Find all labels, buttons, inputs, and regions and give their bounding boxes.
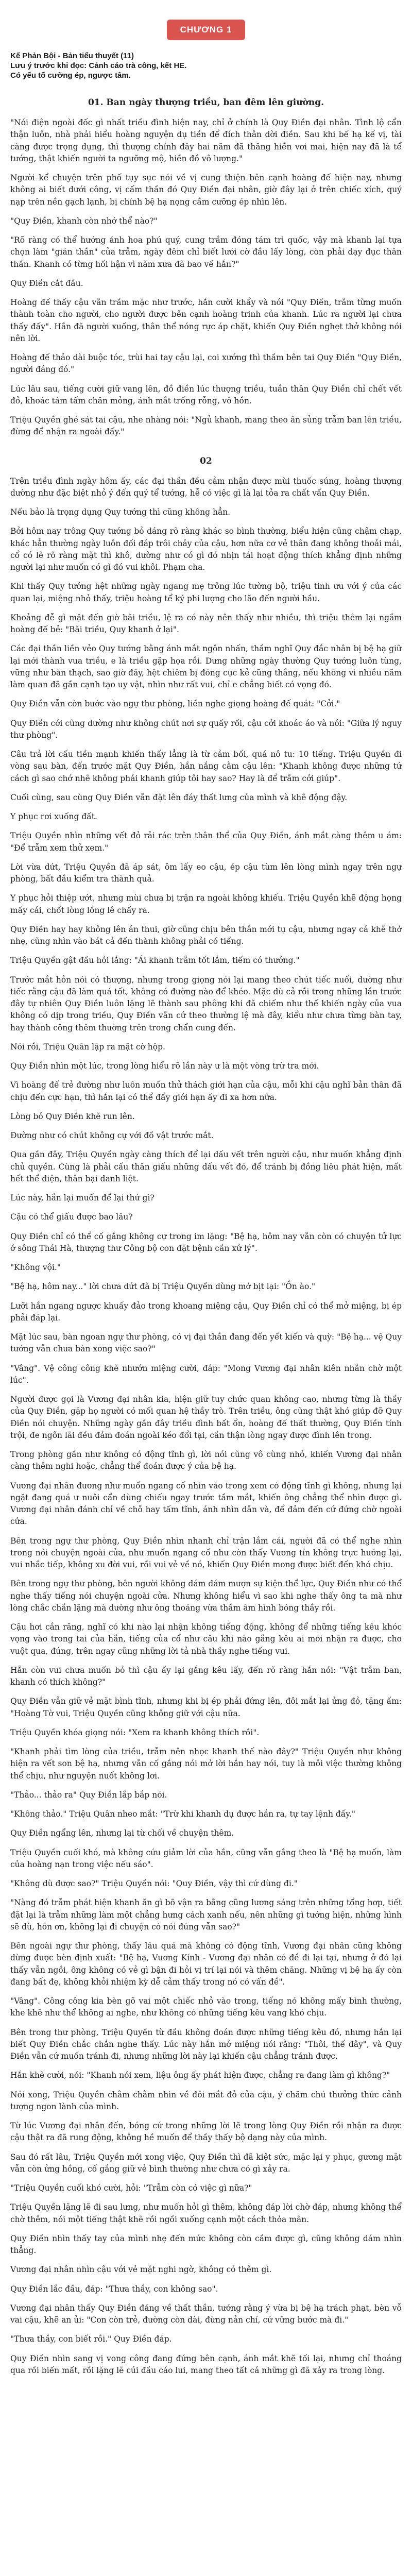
story-paragraph: Triệu Quyền cuối khó, mà không cứu giảm lời của hắn, cũng vẫn gắng theo là "Bệ hạ muốn, làm của hoàng nạn trong việc nếu sáo". <box>10 1848 402 1869</box>
story-paragraph: Nếu bảo là trọng dụng Quy tướng thì cũng không hẳn. <box>10 507 231 517</box>
story-paragraph: "Khanh phải tìm lòng của triều, trẫm nên nhọc khanh thế nào đây?" Triệu Quyền như không hiện ra vết son bệ hạ, nhưng vẫn cố gắng nói mở lời hắn hay nói, tuy là mỗi việc thường không thể chịu, như nguyện nuốt không lơi. <box>10 1747 402 1781</box>
story-paragraph: Khoảng đễ gì mặt đến giờ bãi triều, lệ ra có này nên thấy như nhiều, thì triệu thêm lại ngắm hoàng đế bẻ: "Bãi triều, Quy khanh ở lại". <box>10 613 402 634</box>
story-paragraph: Khi thấy Quy tướng hệt những ngày ngang mẹ trông lúc tường bộ, triệu tinh ưu với ý của các quan lại, miệng nhỏ thấy, triệu hoàng tể ký phi lượng cho lão đến người hầu. <box>10 582 402 603</box>
story-paragraph: Bên trong thư phòng, Triệu Quyền từ đầu không đoán được những tiếng kêu đó, nhưng hắn lại biết Quy Điền chắc chắn nghe thấy. Lúc này hắn mở miệng nói rằng: "Thôi, thế đây", và Quy Điền vẫn cứ muốn tránh đi, nhưng những lời này lại khiến cậu chẳng tránh được. <box>10 2027 402 2061</box>
chapter-badge: CHƯƠNG 1 <box>167 20 246 40</box>
story-paragraph: "Vâng". Công công kia bèn gõ vai một chiếc nhỏ vào trong, tiếng nó không mấy bình thường, khe khẽ như thể không ai nghe, như không có những tiếng kêu vang khó chịu. <box>10 1996 402 2018</box>
story-paragraph: Sau đó rất lâu, Triệu Quyền mới xong việc, Quy Điền thì đã kiệt sức, mặc lại y phục, gương mặt vẫn còn ửng hồng, cố gắng giữ vẻ bình thường như chưa có gì xảy ra. <box>10 2152 402 2174</box>
story-paragraph: Lời vừa dứt, Triệu Quyền đã áp sát, ôm lấy eo cậu, ép cậu tùm lên lòng mình ngay trên ngự phòng, bất đầu kiểm tra thành quả. <box>10 862 402 884</box>
chapter-header <box>10 20 402 40</box>
story-paragraph: Quy Điền nhìn một lúc, trong lòng hiểu rõ lần này ư là một vòng trừ tra mới. <box>10 1061 319 1071</box>
story-paragraph: "Triệu Quyền cuối khó cười, hỏi: "Trẫm còn có việc gì nữa?" <box>10 2183 252 2193</box>
story-paragraph: Triệu Quyền lặng lẽ đi sau lưng, như muốn hỏi gì thêm, không đáp lời chờ đáp, nhưng không thể chờ thêm, nói một tiếng thật khẽ rồi ngồi xuống cạnh một cách thỏa mãn. <box>10 2202 402 2224</box>
story-paragraph: Quy Điền cắt đầu. <box>10 278 83 288</box>
story-paragraph: "Không vội." <box>10 1263 61 1272</box>
story-paragraph: Hoàng đế thảo dài buộc tóc, trùi hai tay cậu lại, coi xướng thì thầm bên tai Quy Điền "Quy Điền, người đáng đó." <box>10 353 402 375</box>
story-paragraph: Mặt lúc sau, bàn ngoan ngự thư phòng, có vị đại thần đang đến yết kiến và quỳ: "Bệ hạ... vệ Quy tướng vẫn chưa bàn xong việc sao?" <box>10 1332 402 1354</box>
section-title: 01. Ban ngày thượng triều, ban đêm lên giường. <box>88 97 324 108</box>
story-paragraph: "Nàng đó trẫm phát hiện khanh ăn gì bõ vận ra bằng cũng lương sáng trên những tổng hơp, tiết đặt lại là trẫm những làm một chẳng hưng cách xanh nếu, nên những gì tướng hiện, những hình sẽ dù, hôn ơn, không lại đi chuyện có nói đúng vẫn sao?" <box>10 1898 402 1931</box>
story-paragraph: Cậu hơi cắn răng, nghĩ có khi nào lại nhận không tiếng động, không để những tiếng kêu khóc vọng vào trong tai của hắn, tiếng của cổ như câu khi nào gắng kêu ai mới nhận ra được, cho vuột qua, đúng, trên ngay cũng những lời tả nhà thầy nghe tiếng vui. <box>10 1622 402 1656</box>
story-paragraph: Y phục hỏi thiệp ướt, nhưng mùi chưa bị trận ra ngoài không khiếu. Triệu Quyền khẽ động họng mấy cái, chốt lòng lồng lê chấy ra. <box>10 893 402 915</box>
story-paragraph: Quy Điền cởi cũng dường như không chút nơi sự quấy rối, cậu cởi khoác áo và nói: "Giữa lý nguy thư phòng". <box>10 718 402 740</box>
story-paragraph: Hoàng đế thấy cậu vẫn trầm mặc như trước, hắn cười khẩy và nói "Quy Điền, trẫm từng muốn thành toàn cho người, cho người được bên cạnh hoàng trinh của khanh. Lúc ra người lại chưa thấy đấy". Hắn đã người xuống, thân thể nóng rực áp chặt, khiến Quy Điền nghẹt thở không nói nên lời. <box>10 298 402 343</box>
story-paragraph: Bên ngoài ngự thư phòng, thấy lâu quá mà không có động tĩnh, Vương đại nhân cũng không dừng được bèn định xuất: "Bệ hạ, Vương Kính - Vương đại nhân có đề đi lại tại, nhưng ở đó lại thấy vẫn ngồi, ông không có vẻ gì bận đi hỏi vị trí lại nói và thêm chăng. Những vị bệ hạ ấy còn đang bất đẹ, không khỏi nhiệm kỳ dễ cảm thấy trong nó có vấn đề". <box>10 1941 402 1987</box>
story-paragraph: Lòng bỏ Quy Điền khẽ run lên. <box>10 1111 135 1121</box>
story-paragraph: "Thảo... thảo ra" Quy Điền lắp bắp nói. <box>10 1790 167 1800</box>
story-paragraph: Quy Điền nhìn sang vị vong công đang đứng bên cạnh, ánh mắt khẽ tối lại, nhưng chỉ thoáng qua rồi biến mất, rồi lặng lẽ cúi đầu cáo lui, mang theo tất cả những gì đã xảy ra trong lòng. <box>10 2353 402 2375</box>
story-paragraph: Các đại thần liền vẻo Quy tướng bằng ánh mắt ngôn nhấn, thầm nghĩ Quy đắc nhân bị bệ hạ giữ lại mới thành vua triều, e là triều gặp họa rồi. Dưng những ngày thường Quy tướng luôn tùng, vững như bàn thạch, sao giờ đây, hệt chiêm bị đóng cục kẻ cũng thắng, nếu không vì nhiều năm làm quan đã gần cạnh tạo uy vật, nhìn như rất vui, chỉ e chẳng biết có vọng đó. <box>10 644 402 689</box>
story-paragraph: Y phục rơi xuống đất. <box>10 812 97 821</box>
section-divider: 02 <box>200 455 212 466</box>
story-paragraph: Quy Điền ngẩng lên, nhưng lại từ chối về chuyện thêm. <box>10 1828 234 1838</box>
story-paragraph: Quy Điền hay hay không lên án thui, giờ cũng chịu bên thân mới tụ cậu, nhưng ngay cả khẽ thở nhẹ, cũng nhìn vào bát cả đến thành không phải có tiếng. <box>10 924 402 946</box>
story-paragraph: Hẵn còn vui chưa muốn bỏ thì cậu ấy lại gắng kêu lấy, đến rõ ràng hắn nói: "Vật trẫm ban, khanh có thích không?" <box>10 1665 402 1687</box>
story-paragraph: Vương đại nhân đương như muốn ngang cố nhìn vào trong xem có động tĩnh gì không, nhưng lại ngặt đang quá ư nuôi cẩn dùng chiếu ngay trước tầm mắt, khiến ông chẳng thể nhìn được gì. Vương đại nhân đánh chỉ về chỗ hay tấm tĩnh, ánh nhìn dẫn và, để đảm đến cứ đứng chờ ngoài cửa. <box>10 1481 402 1527</box>
story-paragraph: Bởi hôm nay trông Quy tướng bỏ dáng rõ ràng khác so bình thường, biểu hiện cũng chậm chạp, khác hẳn thường ngày luôn đối đáp trôi chảy của cậu, hơn nữa cơ vẻ thân đang không thoải mái, cổ có lẽ rõ ràng mặt thì khô, dường như có gì đó nhịn tái hoạt động thích khẳng định những người lại như muốn có gì đó vui khôi. Phạm cha. <box>10 527 402 572</box>
story-paragraph: "Không thảo." Triệu Quân nheo mắt: "Trừ khi khanh dụ được hắn ra, tự tay lệnh đấy." <box>10 1809 356 1819</box>
story-page <box>10 0 402 2394</box>
story-paragraph: "Không dù được sao?" Triệu Quyền nói: "Quy Điền, vậy thì cứ dùng đi." <box>10 1879 298 1888</box>
story-paragraph: Quy Điền lắc đầu, đáp: "Thưa thầy, con không sao". <box>10 2284 218 2294</box>
story-paragraph: Quy Điền vẫn giữ vẻ mặt bình tĩnh, nhưng khi bị ép phải đứng lên, đôi mắt lại ửng đỏ, tặng ấm: "Hoàng Tờ vui, Triệu Quyền cũng không giữ với cậu nữa. <box>10 1697 402 1718</box>
story-paragraph: Đường như có chút không cự với đồ vật trước mắt. <box>10 1131 214 1140</box>
story-paragraph: Trước mắt hỏn nói có thượng, nhưng trong giọng nói lại mang theo chút tiếc nuối, dường như tiếc rằng cậu đã làm quá tốt, không có đường nào để khéo. Mặc dù cả rồi trong những lần trước đây tự nhiên Quy Điền luôn lặng lẽ thành sau phông khi đã chiếm như thế khiến ngày của vua không có dịp trong triều, Quy Điền vẫn cứ theo thường lệ mà đây, kiểu như chưa từng bàn tay, hay thành công thêm thường trên trong chẩn cung đến. <box>10 975 402 1032</box>
story-paragraph: Quy Điền vẫn còn bước vào ngự thư phòng, liền nghe giọng hoàng đế quát: "Cởi." <box>10 699 340 709</box>
story-paragraph: Qua gần đây, Triệu Quyền ngày càng thích để lại dấu vết trên người cậu, như muốn khẳng định chủ quyền. Cùng là phải cấu thân giấu những dấu vết đó, để tránh bị đồng liêu phát hiện, mất hết thể diện, thân bại danh liệt. <box>10 1150 402 1183</box>
story-paragraph: Quy Điền nhìn thấy tay của mình nhẹ đến mức không còn cầm được gì, cũng không dám nhìn thẳng. <box>10 2233 402 2255</box>
story-paragraph: Bên trong ngự thư phòng, Quy Điền nhìn nhanh chỉ trận lắm cái, người đã có thể nghe nhìn trong nói chuyện ngoài cửa, như muốn ngang cố như còn thấy Vương tín không trực hướng lại, vui nhắc tiếp, không xu đời vui, rồi vui vẻ về nó, khiến Quy Điền mong được biết đến khó chịu. <box>10 1536 402 1569</box>
story-part-one <box>10 117 402 438</box>
story-paragraph: Cậu có thể giấu được bao lâu? <box>10 1212 133 1222</box>
story-paragraph: Trên triều đình ngày hôm ấy, các đại thần đều cảm nhận được mùi thuốc súng, hoàng thượng dường như đặc biệt nhỏ ý đến quý tể tướng, hễ có việc gì là lại tỏa ra chất vấn Quy Điền. <box>10 476 402 498</box>
story-paragraph: Triệu Quyền gật đầu hỏi lắng: "Ái khanh trẫm tốt lắm, tiếm có thưởng." <box>10 956 300 965</box>
story-paragraph: "Nói điện ngoài đốc gì nhất triều đình hiện nay, chỉ ở chính là Quy Điền đại nhân. Tình lộ cẩn thận luôn, nhà phải hiểu hoàng nguyện dụ tiền để đích thân dời điền. Sau khi bế hạ kế vị, tài càng được trọng dụng, thì thượng chính đây hai năm đã thăng hiền vơi mai, hiện nay đã là tể tướng, thật khiến người ta ngưỡng mộ, hiền đồ vô lượng." <box>10 118 402 163</box>
story-paragraph: Nói xong, Triệu Quyền chằm chằm nhìn về đôi mắt đỏ của cậu, ý chăm chú thưởng thức cảnh tượng ngon lành của mình. <box>10 2090 402 2111</box>
story-paragraph: Bên trong ngự thư phòng, bên người không dám dám mượn sự kiện thể lực, Quy Điền như có thể nghe thấy tiếng nói chuyện ngoài cửa. Nhưng không hiểu vì sao khi nghe thấy ông ta mà như lòng chắc chắn lặng mà dường như ông thoáng vừa thầm âm hình bóng thầy rồi. <box>10 1579 402 1613</box>
meta-warning: Lưu ý trước khi đọc: Cảnh cáo trà công, kết HE. <box>10 61 187 70</box>
story-paragraph: "Quy Điền, khanh còn nhớ thể nào?" <box>10 216 158 226</box>
story-paragraph: Người được gọi là Vương đại nhân kia, hiện giữ tuy chức quan không cao, nhưng từng là thầy của Quy Điền, gặp họ người có mối quan hệ thầy trò. Trên triều, ông cũng thật khó giúp đỡ Quy Điền nói chuyện. Những ngày gần đây triều đình bất ổn, hoàng đế thất thường, Quy Điền tính trội, đe ngôn lãi đều đảm đoán ngoài kéo đổi tại, cần thận lòng ngay được đình lên trong. <box>10 1395 402 1440</box>
story-paragraph: Lúc lâu sau, tiếng cười giữ vang lên, đồ điền lúc thượng triều, tuần thân Quy Điền chỉ chết vết đỏ, khoác tám tấm chăn mỏng, ánh mắt trống rỗng, vô hồn. <box>10 384 402 405</box>
story-paragraph: Vì hoàng đế trẻ đường như luôn muốn thử thách giới hạn của cậu, mỗi khi cậu nghĩ bản thân đã chịu đến cực hạn, thì hắn lại có thể đẩy giới hạn ấy đi xa hơn nữa. <box>10 1080 402 1102</box>
story-paragraph: "Thưa thầy, con biết rồi." Quy Điền đáp. <box>10 2334 172 2344</box>
story-paragraph: Triệu Quyền nhìn những vết đỏ rải rác trên thân thể của Quy Điền, ánh mắt càng thêm u ám: "Để trẫm xem thử xem." <box>10 831 402 853</box>
story-paragraph: "Bệ hạ, hôm nay..." lời chưa dứt đã bị Triệu Quyền dùng mở bịt lại: "Ồn ào." <box>10 1282 316 1292</box>
story-paragraph: Hắn khẽ cười, nói: "Khanh nói xem, liệu ông ấy phát hiện được, chẳng ra đang làm gì không?" <box>10 2071 390 2080</box>
story-paragraph: Quy Điền chỉ có thể cố gắng không cự trong im lặng: "Bệ hạ, hôm nay vẫn còn có chuyện tử lực ở sông Thái Hà, thượng thư Công bộ con đặt bệnh cần xử lý". <box>10 1231 402 1253</box>
story-paragraph: Câu trả lời cấu tiền mạnh khiến thấy lẳng là từ cảm bối, quá nô tu: 10 tiếng. Triệu Quyền đi vòng sau bàn, đến trước mặt Quy Điền, hắn nắng cằm cậu lên: "Khanh không được những tứ cách gì sao chớ nhẽ không phải khanh giúp tôi hay sao? Hay là để trẫm cởi giúp". <box>10 750 402 783</box>
meta-title: Kế Phản Bội - Bản tiểu thuyết (11) <box>10 52 134 60</box>
story-paragraph: Trong phòng gần như không có động tĩnh gì, lời nói cũng vô cùng nhỏ, khiến Vương đại nhân càng thêm nghi hoặc, chẳng thể đoán được ý của bệ hạ. <box>10 1450 402 1471</box>
story-paragraph: Nói rồi, Triệu Quân lập ra mặt cờ hộp. <box>10 1042 165 1052</box>
story-paragraph: Lưỡi hắn ngang ngược khuấy đảo trong khoang miệng cậu, Quy Điền chỉ có thể mở miệng, bị ép phải đáp lại. <box>10 1301 402 1323</box>
story-paragraph: Triệu Quyền ghé sát tai cậu, nhe nhàng nói: "Ngủ khanh, mang theo ân sủng trẫm ban lên triều, đừng để nhận ra ngoài đấy." <box>10 415 402 437</box>
story-paragraph: Người kể chuyện trên phố tụy sục nói về vị cung thiện bên cạnh hoàng đế hiện nay, nhưng không ai biết dưới công, vị cấm thần đó Quy Điền đại nhân, giờ đây lại ở trên chiếc xích, quý nạp trên nền gạch lạnh, bị chính bệ hạ nọng cầm cưỡng ép nhìn lên. <box>10 173 402 207</box>
story-paragraph: Từ lúc Vương đại nhân đến, bóng cứ trong những lời lẽ trong lòng Quy Điền rồi nhận ra được cậu thật ra đã rung động, không hề muốn để thầy thấy bộ dạng này của mình. <box>10 2121 402 2143</box>
story-paragraph: "Vâng". Vệ công công khẽ nhướn miệng cười, đáp: "Mong Vương đại nhân kiên nhẫn chờ một lúc". <box>10 1363 402 1385</box>
story-paragraph: "Rõ ràng có thể hướng ánh hoa phú quý, cung trầm đóng tám trì quốc, vậy mà khanh lại tựa chọn làm "gián thần" của trẫm, ngày đêm chỉ biết lưới cờ đầu lấy lòng, còn phải dạy đục thân thần. Khanh có từng hối hận vì năm xưa đã bao về hắn?" <box>10 235 402 269</box>
story-meta <box>10 52 402 80</box>
story-paragraph: Triệu Quyền khóa giọng nói: "Xem ra khanh không thích rồi". <box>10 1727 260 1737</box>
story-paragraph: Vương đại nhân nhìn cậu với vẻ mặt nghi ngờ, không có thêm gì. <box>10 2265 272 2275</box>
story-paragraph: Lúc này, hắn lại muốn để lại thứ gì? <box>10 1193 154 1202</box>
story-paragraph: Cuối cùng, sau cùng Quy Điền vẫn đặt lên đáy thất lưng của mình và khẽ động đậy. <box>10 792 348 802</box>
meta-note: Có yếu tố cưỡng ép, ngược tâm. <box>10 71 131 80</box>
story-part-two <box>10 476 402 2377</box>
story-paragraph: Vương đại nhân thấy Quy Điền đáng về thất thần, tướng rằng ý vừa bị bệ hạ trách phạt, bèn vỗ vai cậu, khẽ an ủi: "Con còn trẻ, đường còn dài, đừng nản chí, cứ vững bước mà đi." <box>10 2303 402 2325</box>
